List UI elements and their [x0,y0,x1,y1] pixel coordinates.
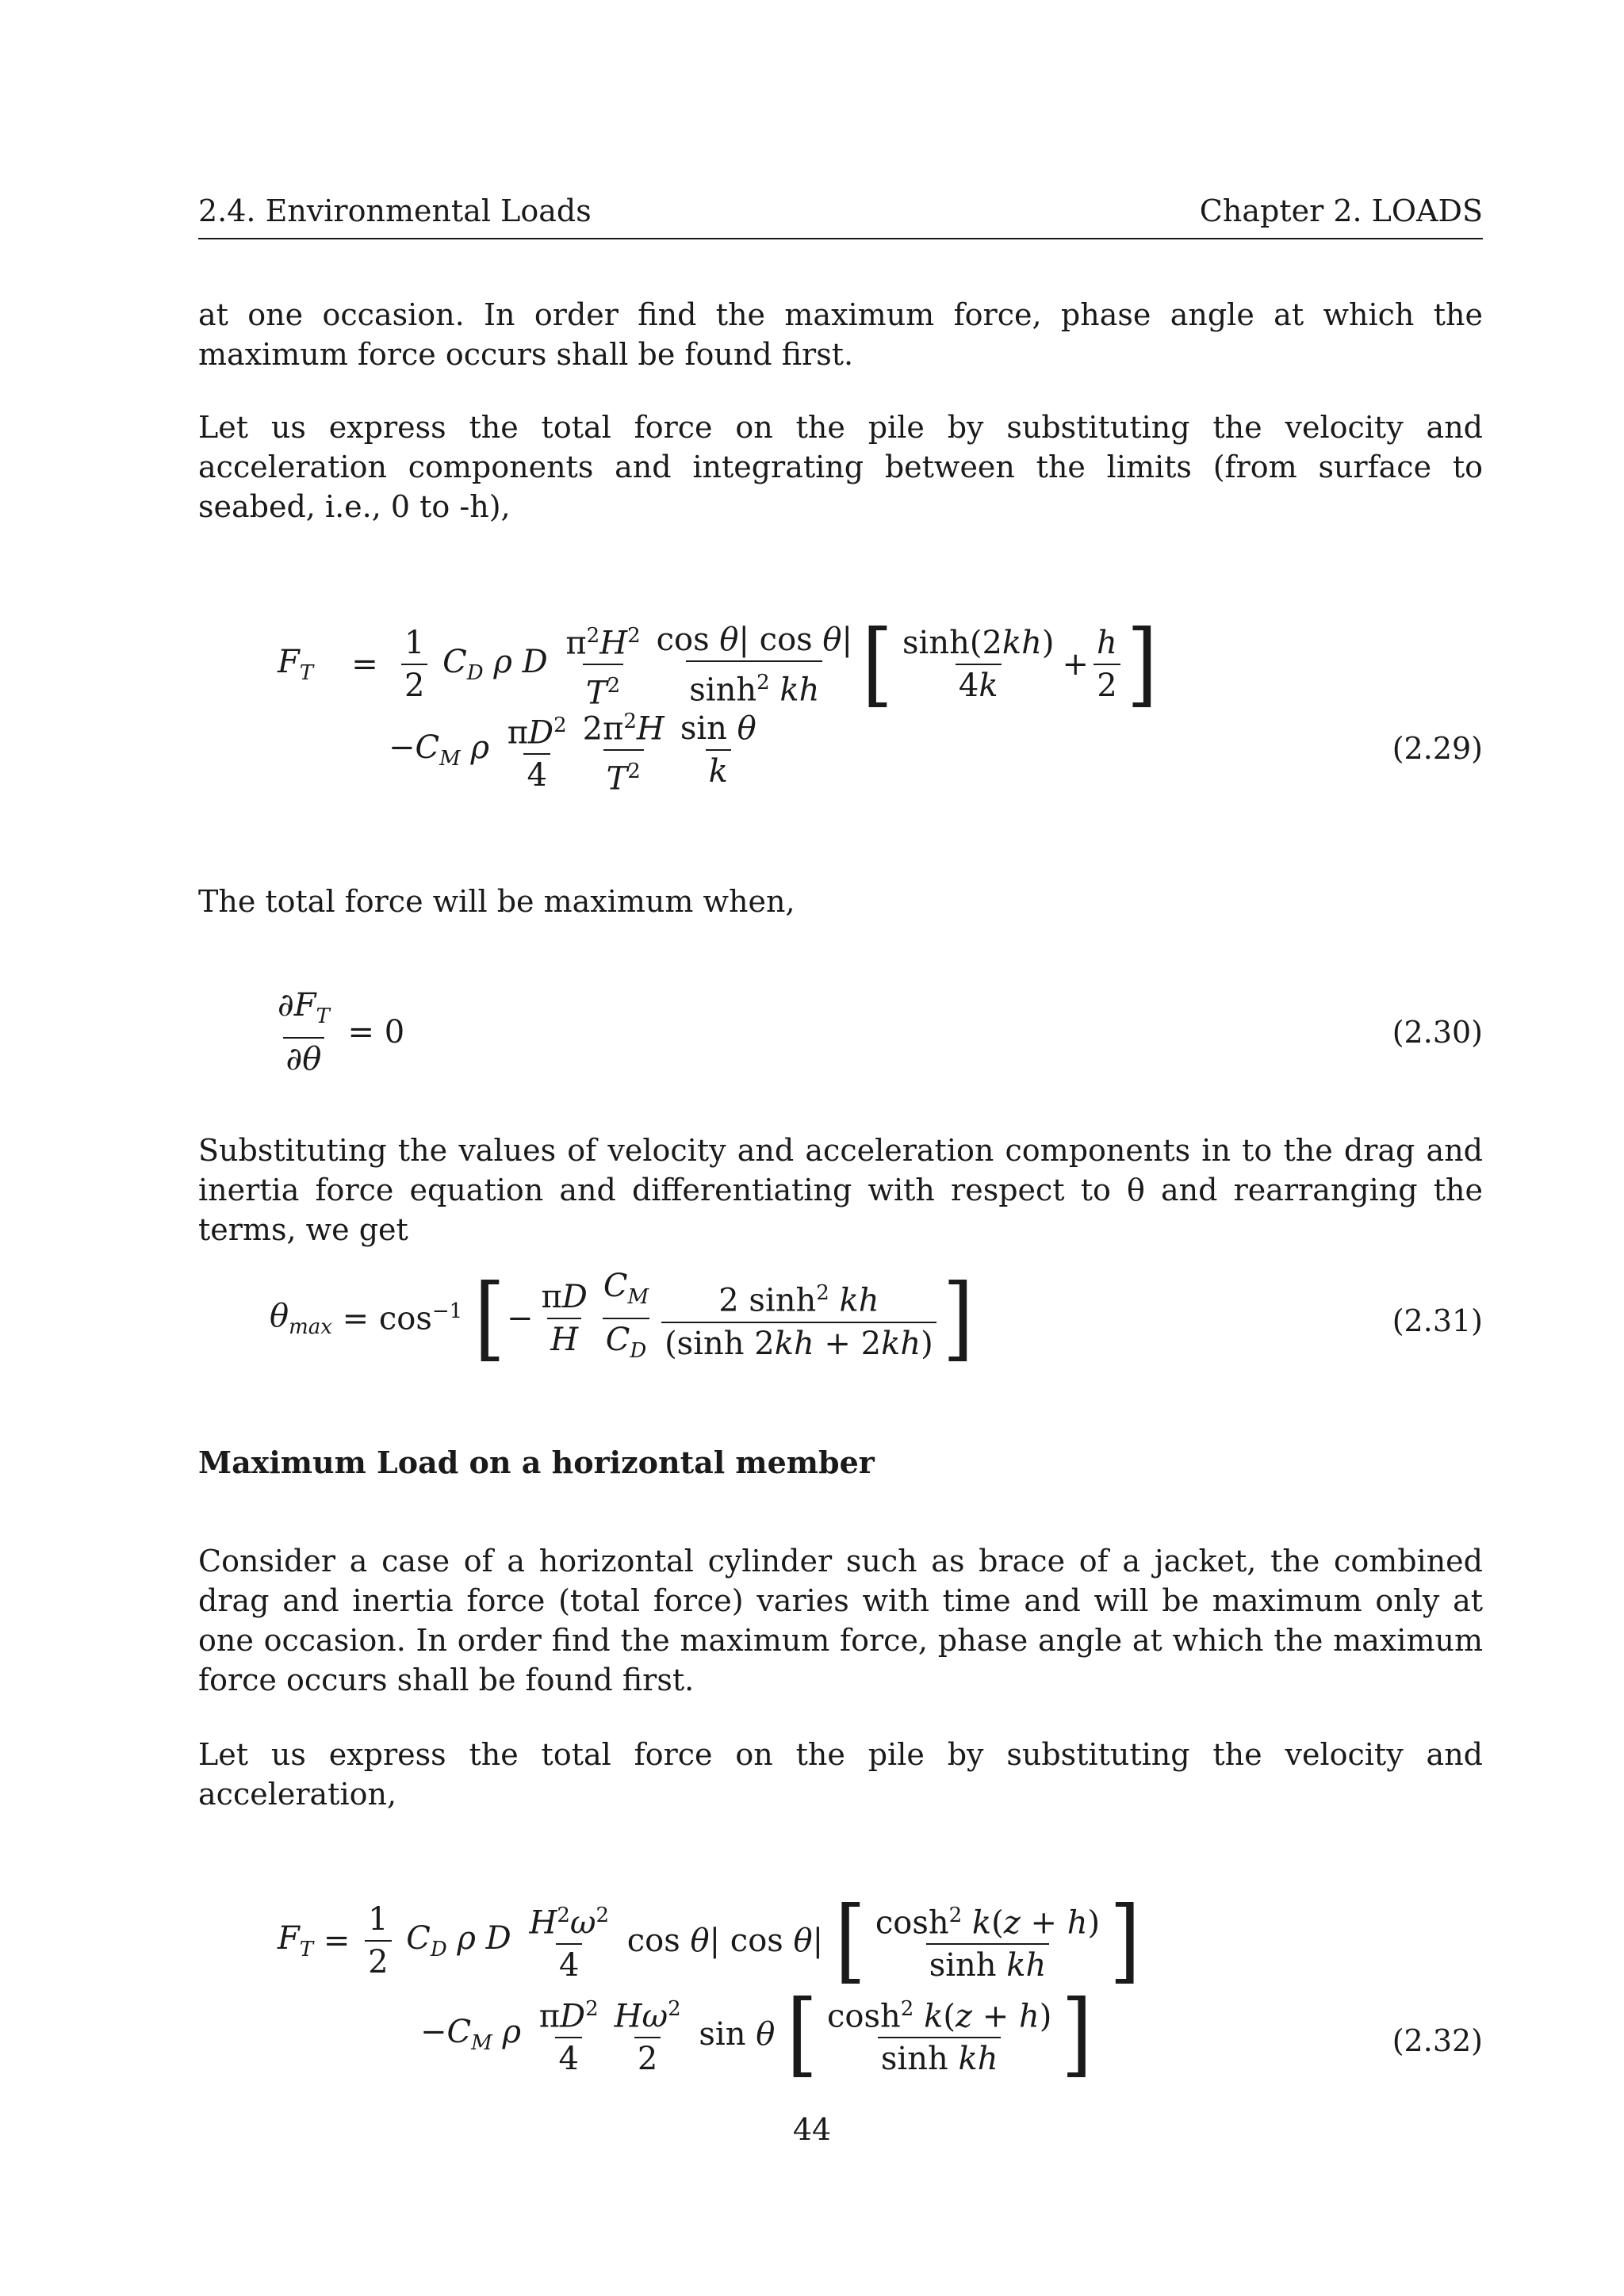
paragraph-3: The total force will be maximum when, [198,884,795,919]
equation-2-31: $\theta_{max}$ = $\cos^{-1}$ [ − $\frac{\pi D}{H}$ $\frac{C_M}{C_D}$ $\frac{2 \sinh^2 kh}{(\sinh 2kh + 2kh)}$ ] [270,1265,974,1372]
equation-2-32-line-2: $-C_M$ ρ $\frac{\pi D^2}{4}$ $\frac{H\omega^2}{2}$ sin θ [ $\frac{\cosh^2 k(z + h)}{\text{sinh kh}}$ ] [420,1980,1093,2087]
paragraph-4: Substituting the values of velocity and acceleration components in to the drag and inertia force equation and differentiating with respect to θ and rearranging the terms, we get [198,1133,1483,1247]
header-chapter: Chapter 2. LOADS [1199,193,1483,228]
equation-2-32-line-1: $F_T$ = $\frac{1}{2}$ $C_D$ ρ D $\frac{H^2\omega^2}{4}$ cos θ| cos θ| [ $\frac{\cosh^2 k(z + h)}{\text{sinh kh}}$ ] [278,1886,1141,1994]
equation-2-30: $\frac{\partial F_T}{\partial\theta}$ = 0 [278,987,405,1077]
equation-number-2-32: (2.32) [1392,2023,1483,2058]
paragraph-2: Let us express the total force on the pile by substituting the velocity and acceleration components and integrating between the limits (from surface to seabed, i.e., 0 to -h), [198,410,1483,524]
equation-number-2-30: (2.30) [1392,1015,1483,1050]
page-number: 44 [792,2112,832,2147]
equation-number-2-29: (2.29) [1392,731,1483,766]
section-heading: Maximum Load on a horizontal member [198,1445,875,1480]
header-section: 2.4. Environmental Loads [198,193,592,228]
equation-2-29-line-2: $-C_M$ ρ $\frac{\pi D^2}{4}$ $\frac{2\pi^2H}{T^2}$ $\frac{\text{sin θ}}{k}$ [389,710,756,798]
paragraph-5: Consider a case of a horizontal cylinder such as brace of a jacket, the combined drag and inertia force (total force) varies with time and will be maximum only at one occasion. In order find the maximum force, phase angle at which the maximum force occurs shall be found first. [198,1544,1483,1697]
paragraph-6: Let us express the total force on the pile by substituting the velocity and acceleration, [198,1737,1483,1812]
equation-2-29-line-1: $F_T$ = $\frac{1}{2}$ $C_D$ ρ D $\frac{\pi^2H^2}{T^2}$ $\frac{\text{cos θ| cos θ|}}{\sinh^2 kh}$ [ $\frac{\sinh(2kh)}{4k}$ + $\frac{h}{2}$ ] [278,610,1158,718]
paragraph-1: at one occasion. In order find the maximum force, phase angle at which the maximum force occurs shall be found first. [198,297,1483,372]
running-header [198,193,1483,239]
equation-number-2-31: (2.31) [1392,1303,1483,1338]
